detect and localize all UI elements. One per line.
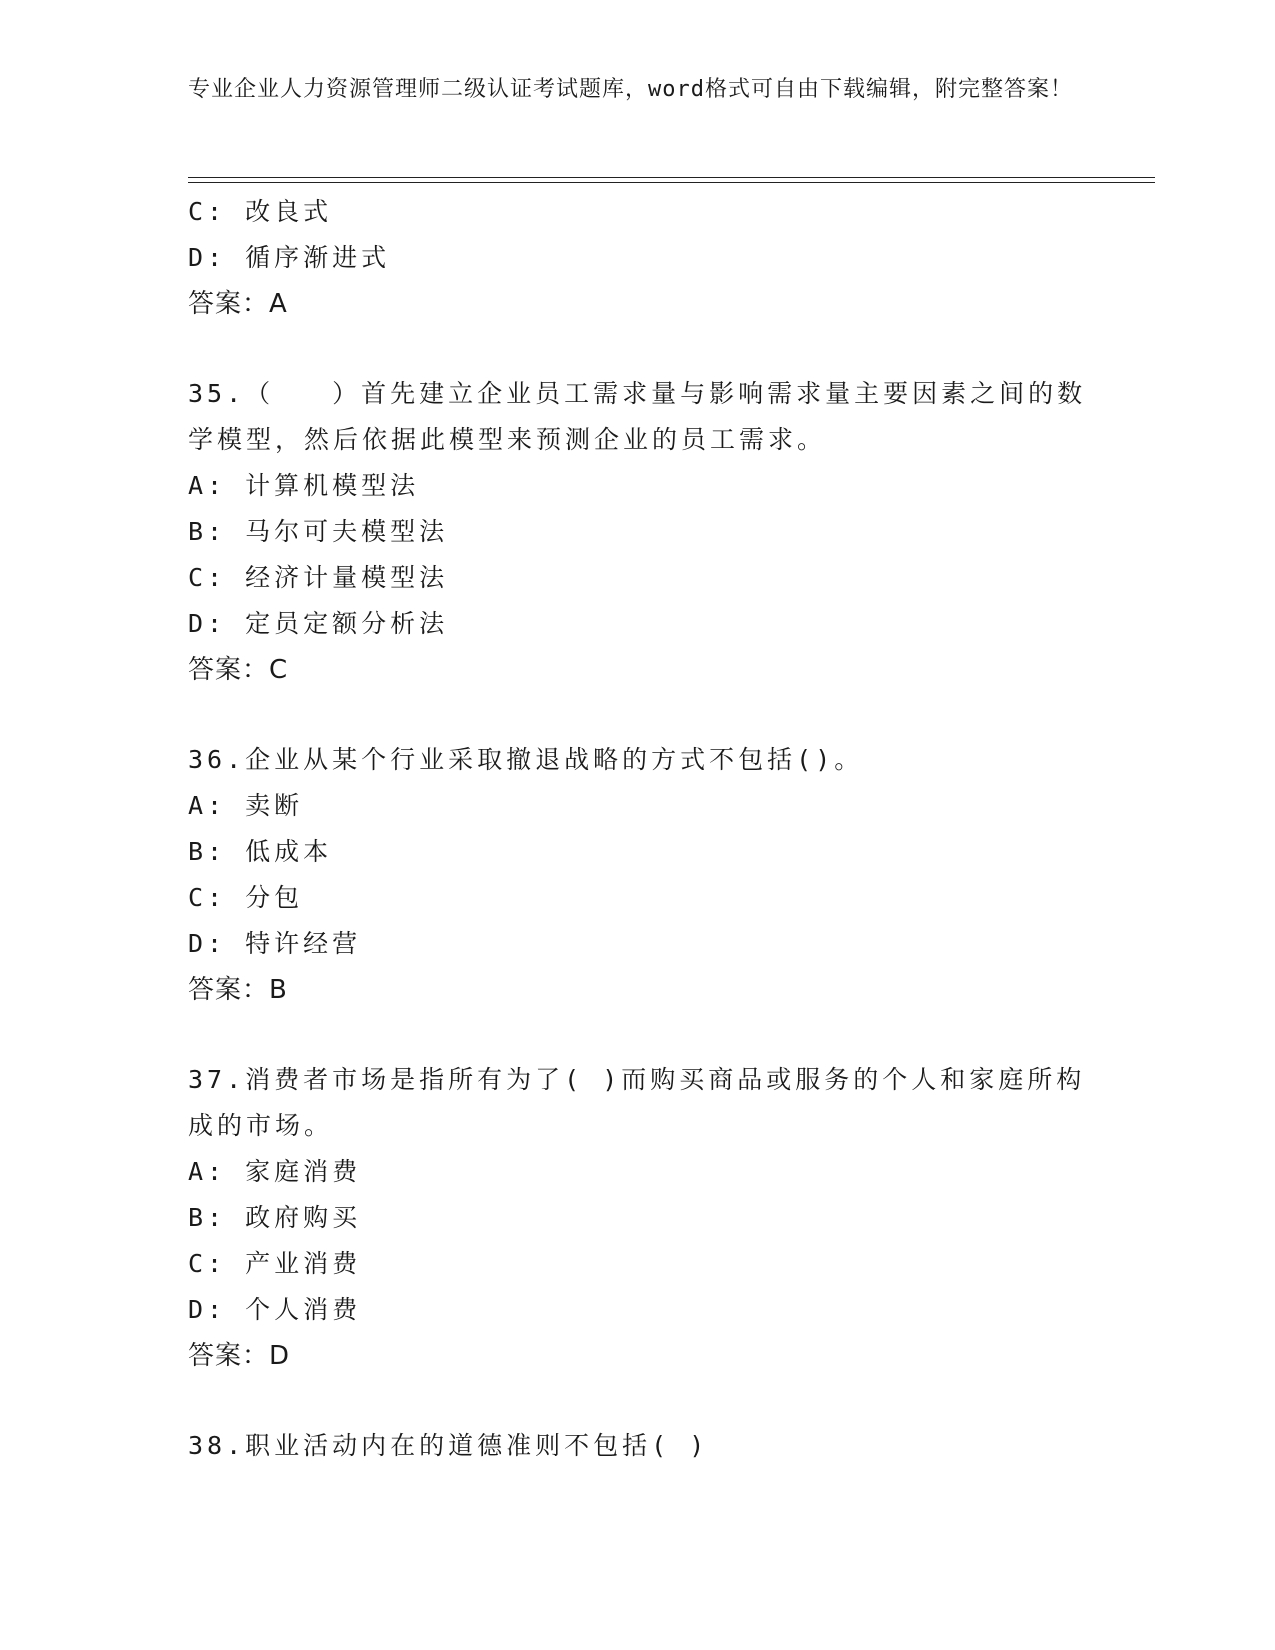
answer-line: 答案：C (188, 655, 289, 685)
header-rule-top (188, 177, 1155, 178)
option-d: D: 特许经营 (188, 929, 362, 958)
question-block (188, 1057, 1088, 1379)
question-block (188, 1423, 1088, 1469)
option-c: C: 分包 (188, 883, 304, 912)
question-list (188, 189, 1088, 1469)
option-d: D: 循序渐进式 (188, 243, 391, 272)
option-d: D: 个人消费 (188, 1295, 362, 1324)
question-block (188, 189, 1088, 327)
option-c: C: 改良式 (188, 197, 333, 226)
question-block (188, 737, 1088, 1013)
option-b: B: 低成本 (188, 837, 333, 866)
option-c: C: 经济计量模型法 (188, 563, 449, 592)
answer-line: 答案：D (188, 1341, 291, 1371)
option-a: A: 家庭消费 (188, 1157, 362, 1186)
option-b: B: 马尔可夫模型法 (188, 517, 449, 546)
question-stem: 38.职业活动内在的道德准则不包括( ) (188, 1431, 709, 1460)
option-c: C: 产业消费 (188, 1249, 362, 1278)
option-d: D: 定员定额分析法 (188, 609, 449, 638)
document-header: 专业企业人力资源管理师二级认证考试题库，word格式可自由下载编辑，附完整答案！ (188, 77, 1073, 102)
option-b: B: 政府购买 (188, 1203, 362, 1232)
answer-line: 答案：B (188, 975, 288, 1005)
question-stem: 36.企业从某个行业采取撤退战略的方式不包括()。 (188, 745, 864, 774)
header-rule-bottom (188, 182, 1155, 183)
option-a: A: 计算机模型法 (188, 471, 420, 500)
question-stem: 37.消费者市场是指所有为了( )而购买商品或服务的个人和家庭所构成的市场。 (188, 1065, 1086, 1140)
question-stem: 35.（ ）首先建立企业员工需求量与影响需求量主要因素之间的数学模型，然后依据此模型来预测企业的员工需求。 (188, 379, 1087, 454)
answer-line: 答案：A (188, 289, 288, 319)
option-a: A: 卖断 (188, 791, 304, 820)
question-block (188, 371, 1088, 693)
